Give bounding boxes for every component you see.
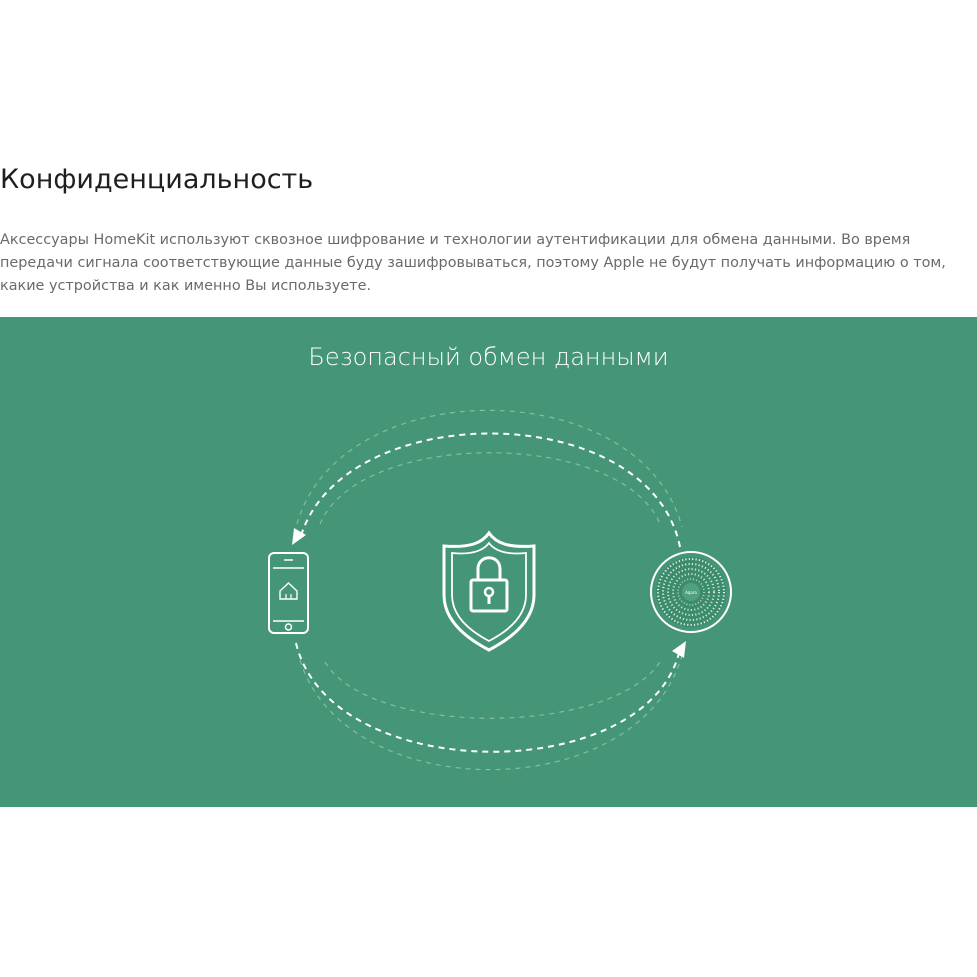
faint-arcs: [297, 410, 682, 769]
top-transfer-arc: [300, 433, 680, 547]
section-body-text: Аксессуары HomeKit используют сквозное шифрование и технологии аутентификации для обмена данными. Во время передачи сигнала соответствующие данные буду зашифровываться, поэтому Apple не будут получать информацию о том, какие устройства и как именно Вы используете.: [0, 232, 946, 294]
shield-lock-icon: [444, 533, 534, 650]
bottom-transfer-arc: [296, 643, 680, 752]
arrow-left-icon: [292, 528, 306, 545]
hub-brand-label: Aqara: [685, 590, 697, 595]
section-heading: Конфиденциальность: [0, 164, 314, 195]
secure-exchange-banner: [0, 317, 977, 807]
data-exchange-illustration: [0, 317, 977, 807]
banner-title: Безопасный обмен данными: [308, 343, 669, 371]
hub-speaker-icon: [651, 552, 731, 632]
smartphone-icon: [269, 553, 308, 633]
arrowheads: [292, 528, 686, 658]
main-arcs: [296, 433, 680, 751]
